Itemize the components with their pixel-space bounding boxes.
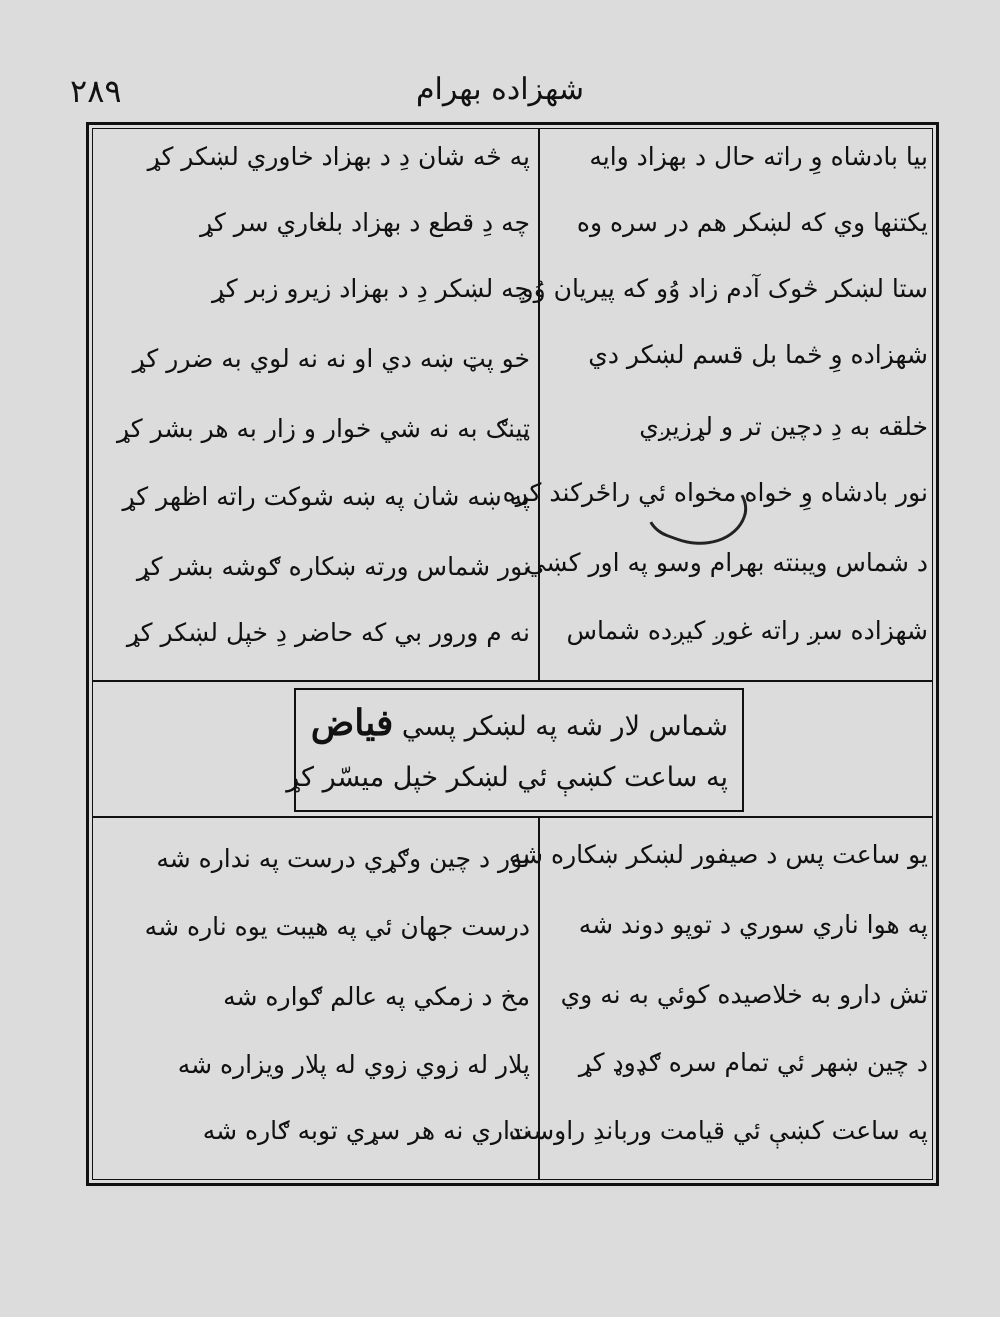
verse-line: مخ د زمکي په عالم ګواره شه: [223, 982, 530, 1011]
top-column-divider: [538, 128, 540, 680]
bottom-left-verse-column: [100, 836, 530, 1176]
verse-line: خلقه به دِ دچین تر و لړزیږي: [639, 412, 928, 441]
verse-line: نور بادشاه وِ خواه مخواه ئي راځرکند کره: [502, 478, 928, 507]
verse-line: یو ساعت پس د صیفور لښکر ښکاره شه: [508, 840, 928, 869]
verse-line: ستا لښکر څوک آدم زاد وُو که پیریان وُو: [521, 274, 928, 303]
verse-line: چه دِ قطع د بهزاد بلغاري سر کړ: [200, 208, 530, 237]
verse-line: خو پټ ښه دي او نه نه لوي به ضرر کړ: [132, 344, 530, 373]
verse-line: په څه شان دِ د بهزاد خاوري لښکر کړ: [147, 142, 530, 171]
verse-line: شهزاده سږ راته غوږ کیږده شماس: [566, 616, 928, 645]
verse-line: نه م ورور بي که حاضر دِ خپل لښکر کړ: [126, 618, 530, 647]
verse-line: پلار له زوي زوي له پلار ویزاره شه: [177, 1050, 530, 1079]
verse-line: بیا بادشاه وِ راته حال د بهزاد وایه: [589, 142, 928, 171]
verse-line: تش دارو به خلاصیده کوئي به نه وي: [560, 980, 928, 1009]
verse-line: شهزاده وِ څما بل قسم لښکر دي: [588, 340, 928, 369]
couplet-line-2: په ساعت کښې ئي لښکر خپل میسّر کړ: [286, 762, 728, 793]
verse-line: په هوا ناري سوري د توپو دوند شه: [578, 910, 928, 939]
running-header-title: شهزاده بهرام: [415, 72, 585, 107]
verse-line: نور د چین وګړي درست په نداره شه: [156, 844, 530, 873]
verse-line: نداري نه هر سړي توبه ګاره شه: [202, 1116, 530, 1145]
verse-line: درست جهان ئي په هیبت یوه ناره شه: [144, 912, 530, 941]
verse-line: نور شماس ورته ښکاره ګوشه بشر کړ: [136, 552, 530, 581]
bottom-section-divider: [92, 816, 933, 818]
verse-line: د چین ښهر ئي تمام سره ګډوډ کړ: [578, 1048, 928, 1077]
verse-line: د شماس ویبنته بهرام وسو په اور کښي: [525, 548, 928, 577]
top-right-verse-column: [502, 140, 928, 670]
centered-couplet-box: [286, 688, 744, 812]
bottom-right-verse-column: [508, 836, 928, 1176]
verse-line: په ښه شان په ښه شوکت راته اظهر کړ: [122, 482, 530, 511]
poet-name: فیاض: [310, 702, 394, 744]
top-left-verse-column: [100, 140, 530, 670]
page-number: ۲۸۹: [70, 72, 122, 110]
couplet-line-1: [308, 702, 728, 744]
verse-line: په ساعت کښې ئي قیامت ورباندِ راوست: [508, 1116, 928, 1145]
verse-line: یکتنها وي که لښکر هم در سره وه: [576, 208, 928, 237]
top-section-divider: [92, 680, 933, 682]
couplet-line-1-text: شماس لار شه په لښکر پسي: [401, 711, 728, 742]
verse-line: ټینګ به نه شي خوار و زار به هر بشر کړ: [116, 414, 530, 443]
verse-line: چه لښکر دِ د بهزاد زیرو زبر کړ: [211, 274, 530, 303]
